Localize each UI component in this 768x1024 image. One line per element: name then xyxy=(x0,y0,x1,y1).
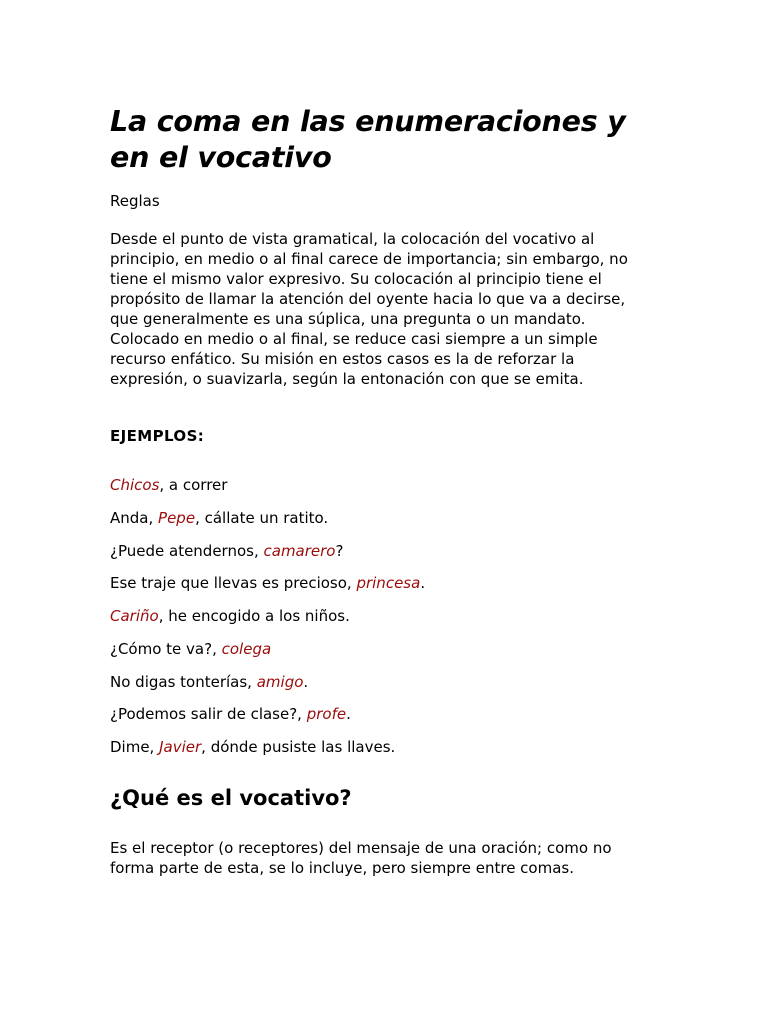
example-line xyxy=(110,737,395,757)
vocative-word: princesa xyxy=(356,574,421,592)
section-subheading: ¿Qué es el vocativo? xyxy=(110,786,352,810)
example-line xyxy=(110,704,351,724)
vocative-word: Javier xyxy=(159,738,202,756)
section-label: Reglas xyxy=(110,192,160,210)
example-line xyxy=(110,606,350,626)
example-text-after: , he encogido a los niños. xyxy=(158,607,350,625)
vocative-word: Cariño xyxy=(110,607,159,625)
examples-heading: EJEMPLOS: xyxy=(110,427,205,445)
example-text-before: ¿Puede atendernos, xyxy=(110,542,264,560)
vocative-word: camarero xyxy=(263,542,336,560)
example-text-after: . xyxy=(303,673,309,691)
example-text-before: Anda, xyxy=(110,509,159,527)
vocative-word: Pepe xyxy=(158,509,196,527)
example-text-before: ¿Podemos salir de clase?, xyxy=(110,705,307,723)
example-line xyxy=(110,672,308,692)
vocative-word: Chicos xyxy=(110,476,160,494)
example-text-before: Dime, xyxy=(110,738,160,756)
example-text-before: Ese traje que llevas es precioso, xyxy=(110,574,357,592)
example-text-after: . xyxy=(346,705,351,723)
example-line xyxy=(110,541,343,561)
example-text-after: , a correr xyxy=(159,476,228,494)
example-line xyxy=(110,475,227,495)
vocative-word: profe xyxy=(306,705,347,723)
definition-paragraph: Es el receptor (o receptores) del mensaje de una oración; como no forma parte de esta, se lo incluye, pero siempre entre comas. xyxy=(110,839,612,877)
example-text-before: No digas tonterías, xyxy=(110,673,257,691)
vocative-word: colega xyxy=(221,640,272,658)
example-text-after: , dónde pusiste las llaves. xyxy=(201,738,396,756)
intro-paragraph: Desde el punto de vista gramatical, la colocación del vocativo al principio, en medio o al final carece de importancia; sin embargo, no tiene el mismo valor expresivo. Su colocación al principio tiene el propósito de llamar la atención del oyente hacia lo que va a decirse, que generalmente es una súplica, una pregunta o un mandato. Colocado en medio o al final, se reduce casi siempre a un simple recurso enfático. Su misión en estos casos es la de reforzar la expresión, o suavizarla, según la entonación con que se emita. xyxy=(110,230,628,388)
example-text-before: ¿Cómo te va?, xyxy=(110,640,222,658)
example-line xyxy=(110,639,271,659)
example-text-after: ? xyxy=(335,542,344,560)
vocative-word: amigo xyxy=(256,673,304,691)
document-title: La coma en las enumeraciones y en el vocativo xyxy=(110,105,626,174)
example-line xyxy=(110,508,328,528)
example-line xyxy=(110,573,425,593)
example-text-after: . xyxy=(420,574,426,592)
example-text-after: , cállate un ratito. xyxy=(195,509,329,527)
